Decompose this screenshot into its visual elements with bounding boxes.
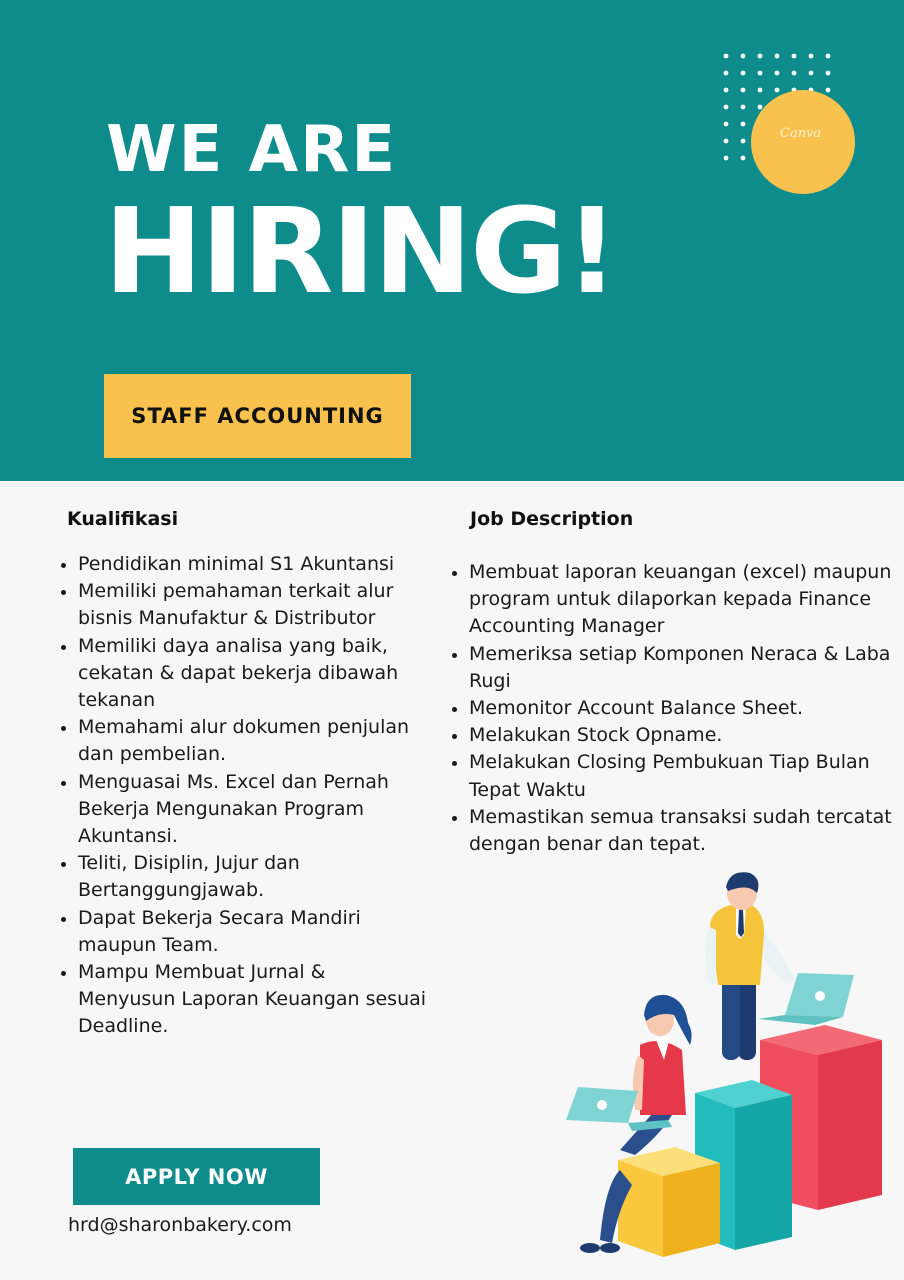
dot bbox=[809, 71, 814, 76]
dot bbox=[724, 139, 729, 144]
dot bbox=[724, 122, 729, 127]
dot bbox=[826, 71, 831, 76]
dot bbox=[792, 54, 797, 59]
job-description-list bbox=[443, 559, 904, 858]
list-item: • Menguasai Ms. Excel dan Pernah Bekerja Mengunakan Program Akuntansi. bbox=[78, 769, 428, 851]
contact-email[interactable]: hrd@sharonbakery.com bbox=[68, 1214, 292, 1236]
dot bbox=[809, 54, 814, 59]
dot bbox=[775, 88, 780, 93]
dot bbox=[724, 105, 729, 110]
dot bbox=[741, 54, 746, 59]
list-item: • Mampu Membuat Jurnal & Menyusun Laporan Keuangan sesuai Deadline. bbox=[78, 959, 428, 1041]
qualifications-list bbox=[52, 551, 428, 1041]
list-item: • Memeriksa setiap Komponen Neraca & Laba Rugi bbox=[469, 641, 904, 695]
list-item: • Memahami alur dokumen penjulan dan pembelian. bbox=[78, 714, 428, 768]
list-item: • Memastikan semua transaksi sudah tercatat dengan benar dan tepat. bbox=[469, 804, 904, 858]
dot bbox=[724, 88, 729, 93]
list-item: • Melakukan Stock Opname. bbox=[469, 722, 904, 749]
dot bbox=[724, 54, 729, 59]
dot bbox=[741, 156, 746, 161]
dot bbox=[775, 71, 780, 76]
dot bbox=[792, 71, 797, 76]
dot bbox=[741, 105, 746, 110]
dot bbox=[826, 88, 831, 93]
headline-line1: WE ARE bbox=[106, 113, 398, 187]
job-role-badge: STAFF ACCOUNTING bbox=[104, 374, 411, 458]
header-banner bbox=[0, 0, 904, 481]
dot bbox=[741, 88, 746, 93]
red-block-side bbox=[818, 1040, 882, 1210]
list-item: • Melakukan Closing Pembukuan Tiap Bulan Tepat Waktu bbox=[469, 749, 904, 803]
dot bbox=[741, 139, 746, 144]
list-item: • Memonitor Account Balance Sheet. bbox=[469, 695, 904, 722]
list-item: • Memiliki daya analisa yang baik, cekatan & dapat bekerja dibawah tekanan bbox=[78, 633, 428, 715]
dot bbox=[741, 122, 746, 127]
dot bbox=[758, 54, 763, 59]
apply-now-button[interactable]: APPLY NOW bbox=[73, 1148, 320, 1205]
dot bbox=[724, 156, 729, 161]
list-item: • Pendidikan minimal S1 Akuntansi bbox=[78, 551, 428, 578]
job-description-title: Job Description bbox=[470, 508, 634, 530]
dot bbox=[724, 71, 729, 76]
dot bbox=[758, 88, 763, 93]
headline-line2: HIRING! bbox=[104, 182, 617, 320]
office-workers-illustration bbox=[560, 865, 890, 1265]
list-item: • Teliti, Disiplin, Jujur dan Bertanggungjawab. bbox=[78, 850, 428, 904]
teal-block-side bbox=[735, 1095, 792, 1250]
yellow-circle-decoration bbox=[751, 90, 855, 194]
watermark: Canva bbox=[780, 126, 822, 141]
dot bbox=[741, 71, 746, 76]
yellow-block-front bbox=[618, 1160, 663, 1257]
dot bbox=[758, 71, 763, 76]
list-item: • Dapat Bekerja Secara Mandiri maupun Team. bbox=[78, 905, 428, 959]
dot bbox=[775, 54, 780, 59]
yellow-block-side bbox=[663, 1163, 720, 1257]
dot bbox=[826, 54, 831, 59]
list-item: • Membuat laporan keuangan (excel) maupun program untuk dilaporkan kepada Finance Accounting Manager bbox=[469, 559, 904, 641]
qualifications-title: Kualifikasi bbox=[67, 508, 179, 530]
list-item: • Memiliki pemahaman terkait alur bisnis Manufaktur & Distributor bbox=[78, 578, 428, 632]
